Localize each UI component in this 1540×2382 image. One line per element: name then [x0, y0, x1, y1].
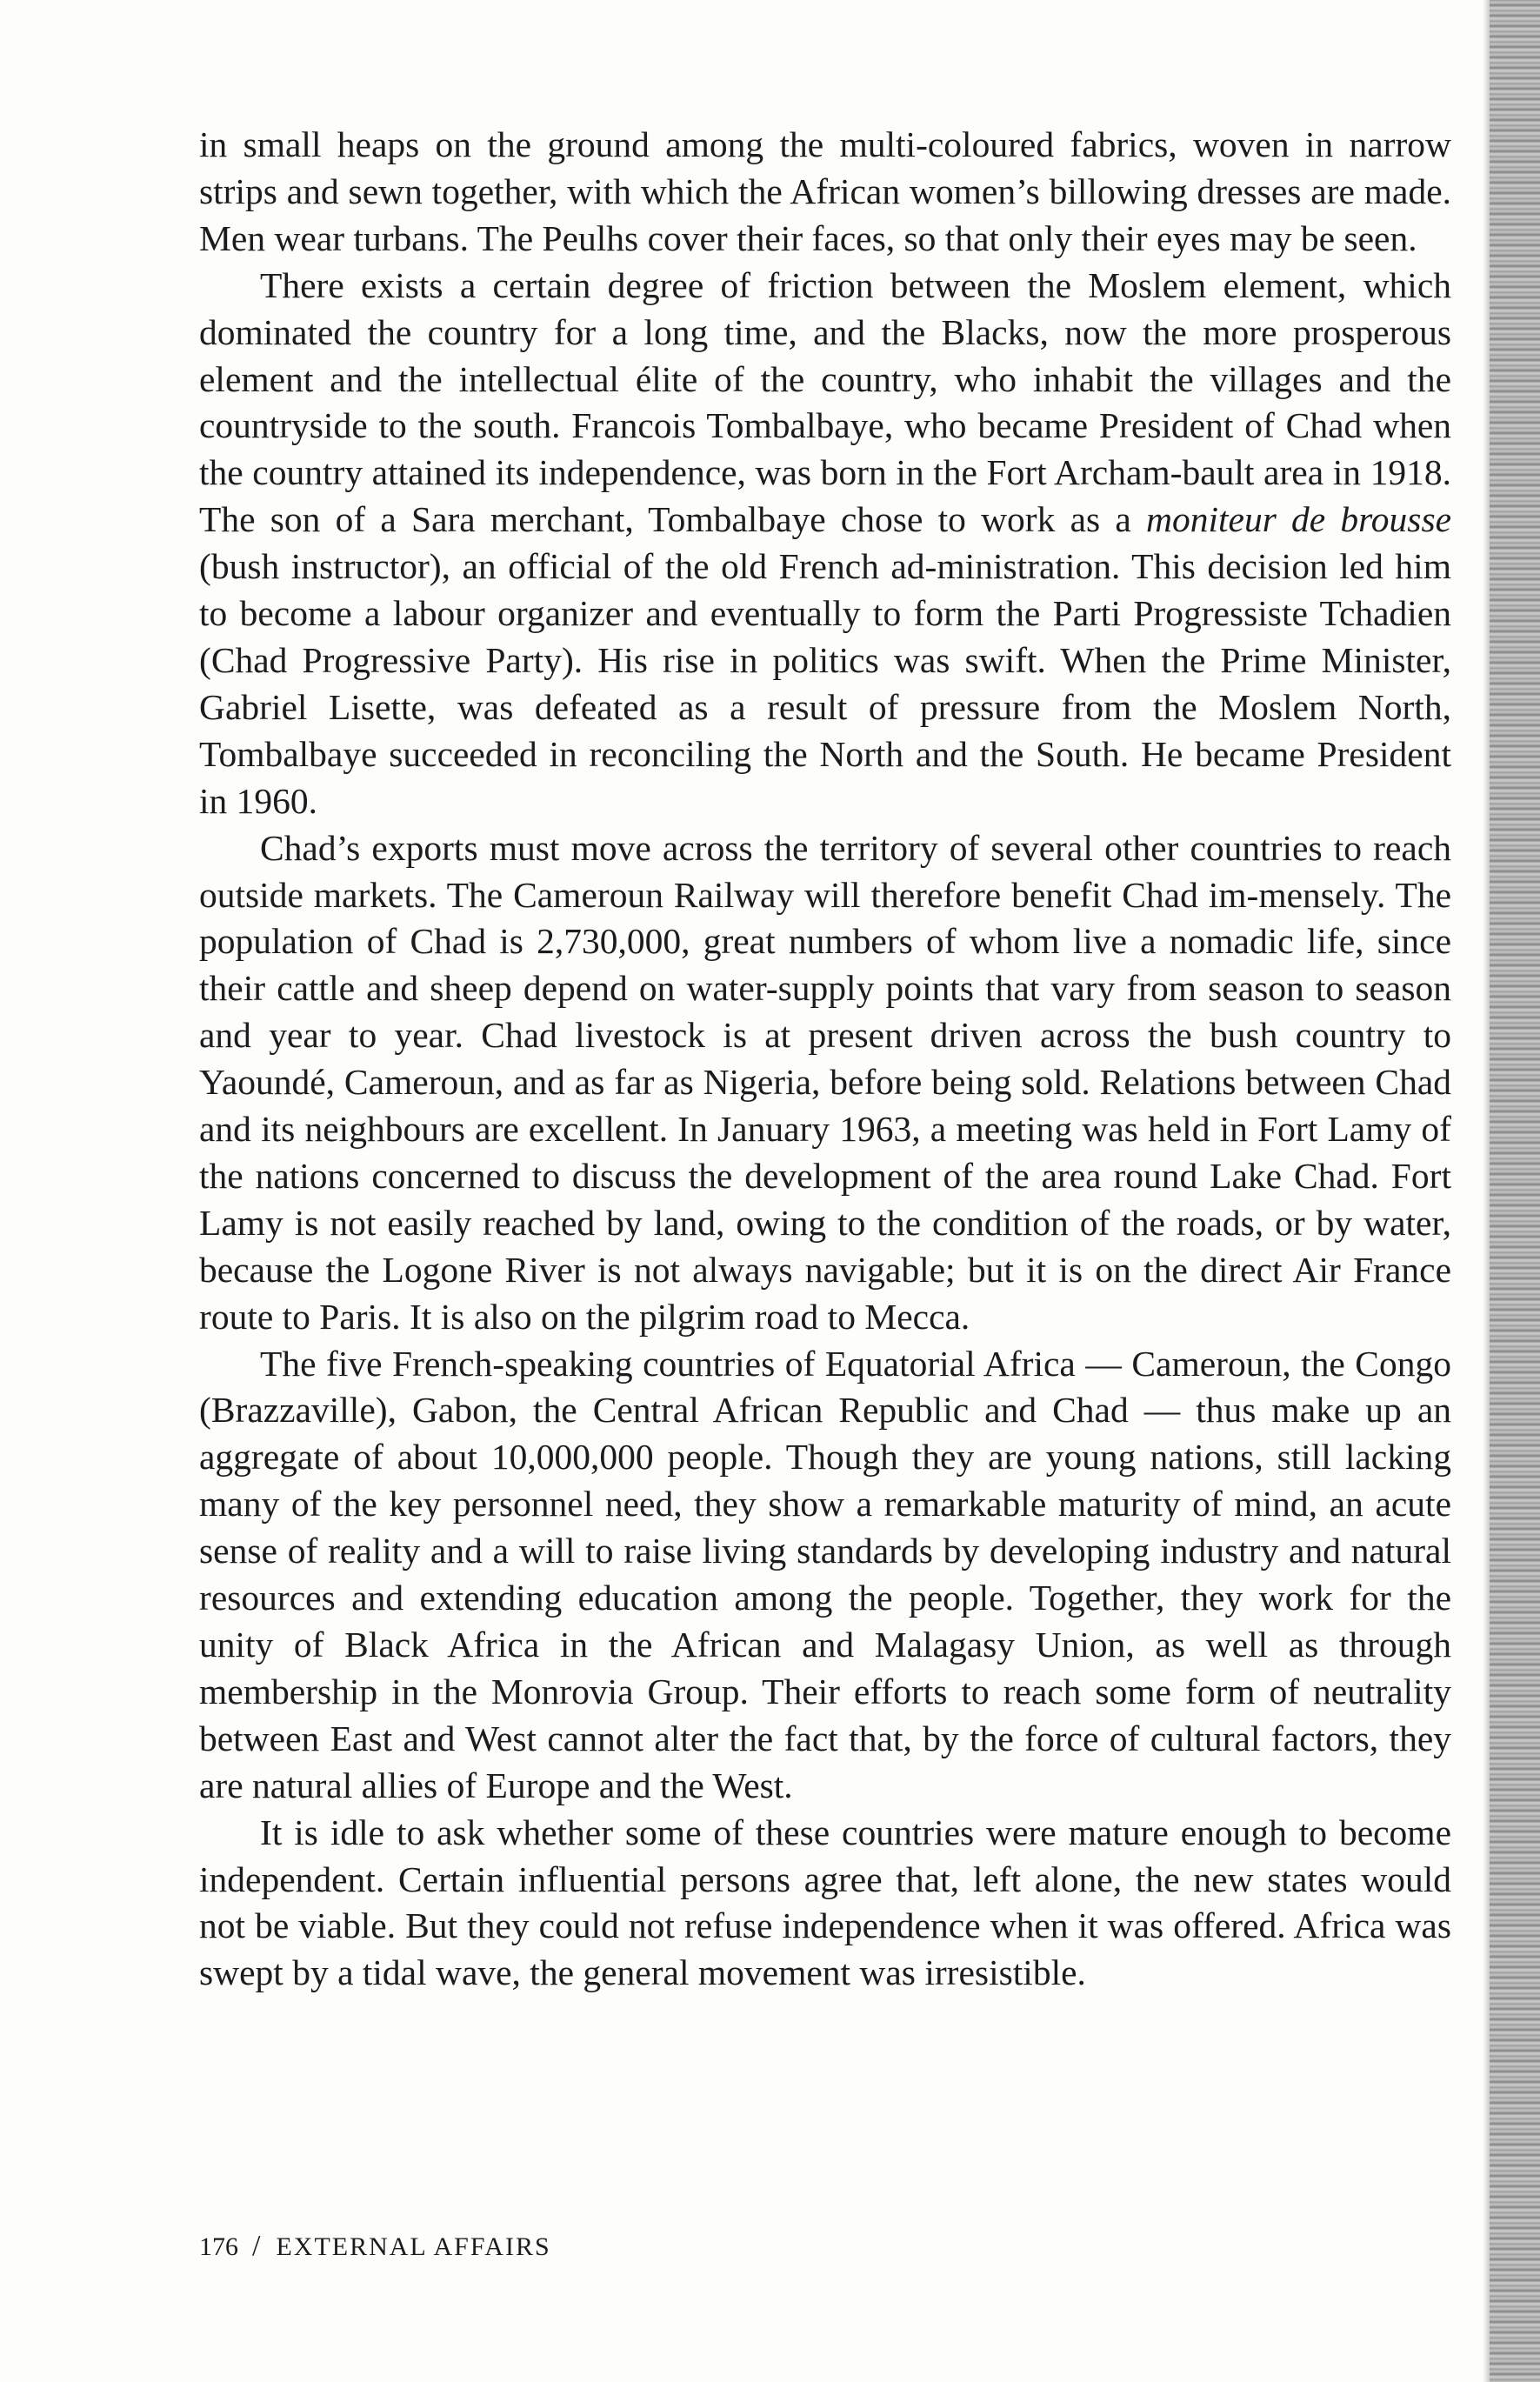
paragraph-text-continued: (bush instructor), an official of the old French ad-ministration. This decision led him to become a labour organizer and eventually to form the Parti Progressiste Tchadien (Chad Progressive Party). His rise in politics was swift. When the Prime Minister, Gabriel Lisette, was defeated as a result of pressure from the Moslem North, Tombalbaye succeeded in reconciling the North and the South. He became President in 1960. [199, 546, 1451, 821]
paragraph-text: It is idle to ask whether some of these countries were mature enough to become independent. Certain influential persons agree that, left alone, the new states would not be viable. But they could not refuse independence when it was offered. Africa was swept by a tidal wave, the general movement was irresistible. [199, 1812, 1451, 1993]
scan-edge-shadow [1483, 0, 1490, 2382]
publication-title: EXTERNAL AFFAIRS [276, 2232, 551, 2261]
paragraph-exports [199, 825, 1451, 1341]
paragraph-text: There exists a certain degree of friction between the Moslem element, which dominated the country for a long time, and the Blacks, now the more prosperous element and the intellectual élite of the country, who inhabit the villages and the countryside to the south. Francois Tombalbaye, who became President of Chad when the country attained its independence, was born in the Fort Archam-bault area in 1918. The son of a Sara merchant, Tombalbaye chose to work as a [199, 264, 1451, 540]
scan-edge-strip [1490, 0, 1540, 2382]
paragraph-text: Chad’s exports must move across the territory of several other countries to reach outside markets. The Cameroun Railway will therefore benefit Chad im-mensely. The population of Chad is 2,730,000, great numbers of whom live a nomadic life, since their cattle and sheep depend on water-supply points that vary from season to season and year to year. Chad livestock is at present driven across the bush country to Yaoundé, Cameroun, and as far as Nigeria, before being sold. Relations between Chad and its neighbours are excellent. In January 1963, a meeting was held in Fort Lamy of the nations concerned to discuss the development of the area round Lake Chad. Fort Lamy is not easily reached by land, owing to the condition of the roads, or by water, because the Logone River is not always navigable; but it is on the direct Air France route to Paris. It is also on the pilgrim road to Mecca. [199, 827, 1451, 1337]
page-footer [199, 2230, 551, 2263]
paragraph-equatorial-africa [199, 1341, 1451, 1810]
paragraph-tombalbaye [199, 263, 1451, 825]
body-text [199, 122, 1451, 1997]
paragraph-continued [199, 122, 1451, 263]
italic-term: moniteur de brousse [1146, 499, 1452, 540]
paragraph-independence [199, 1810, 1451, 1998]
paragraph-text: The five French-speaking countries of Equatorial Africa — Cameroun, the Congo (Brazzaville), Gabon, the Central African Republic and Chad — thus make up an aggregate of about 10,000,000 people. Though they are young nations, still lacking many of the key personnel need, they show a remarkable maturity of mind, an acute sense of reality and a will to raise living standards by developing industry and natural resources and extending education among the people. Together, they work for the unity of Black Africa in the African and Malagasy Union, as well as through membership in the Monrovia Group. Their efforts to reach some form of neutrality between East and West cannot alter the fact that, by the force of cultural factors, they are natural allies of Europe and the West. [199, 1343, 1451, 1805]
paragraph-text: in small heaps on the ground among the multi-coloured fabrics, woven in narrow strips and sewn together, with which the African women’s billowing dresses are made. Men wear turbans. The Peulhs cover their faces, so that only their eyes may be seen. [199, 124, 1451, 258]
page-number: 176 [199, 2232, 238, 2261]
footer-separator: / [252, 2230, 263, 2262]
